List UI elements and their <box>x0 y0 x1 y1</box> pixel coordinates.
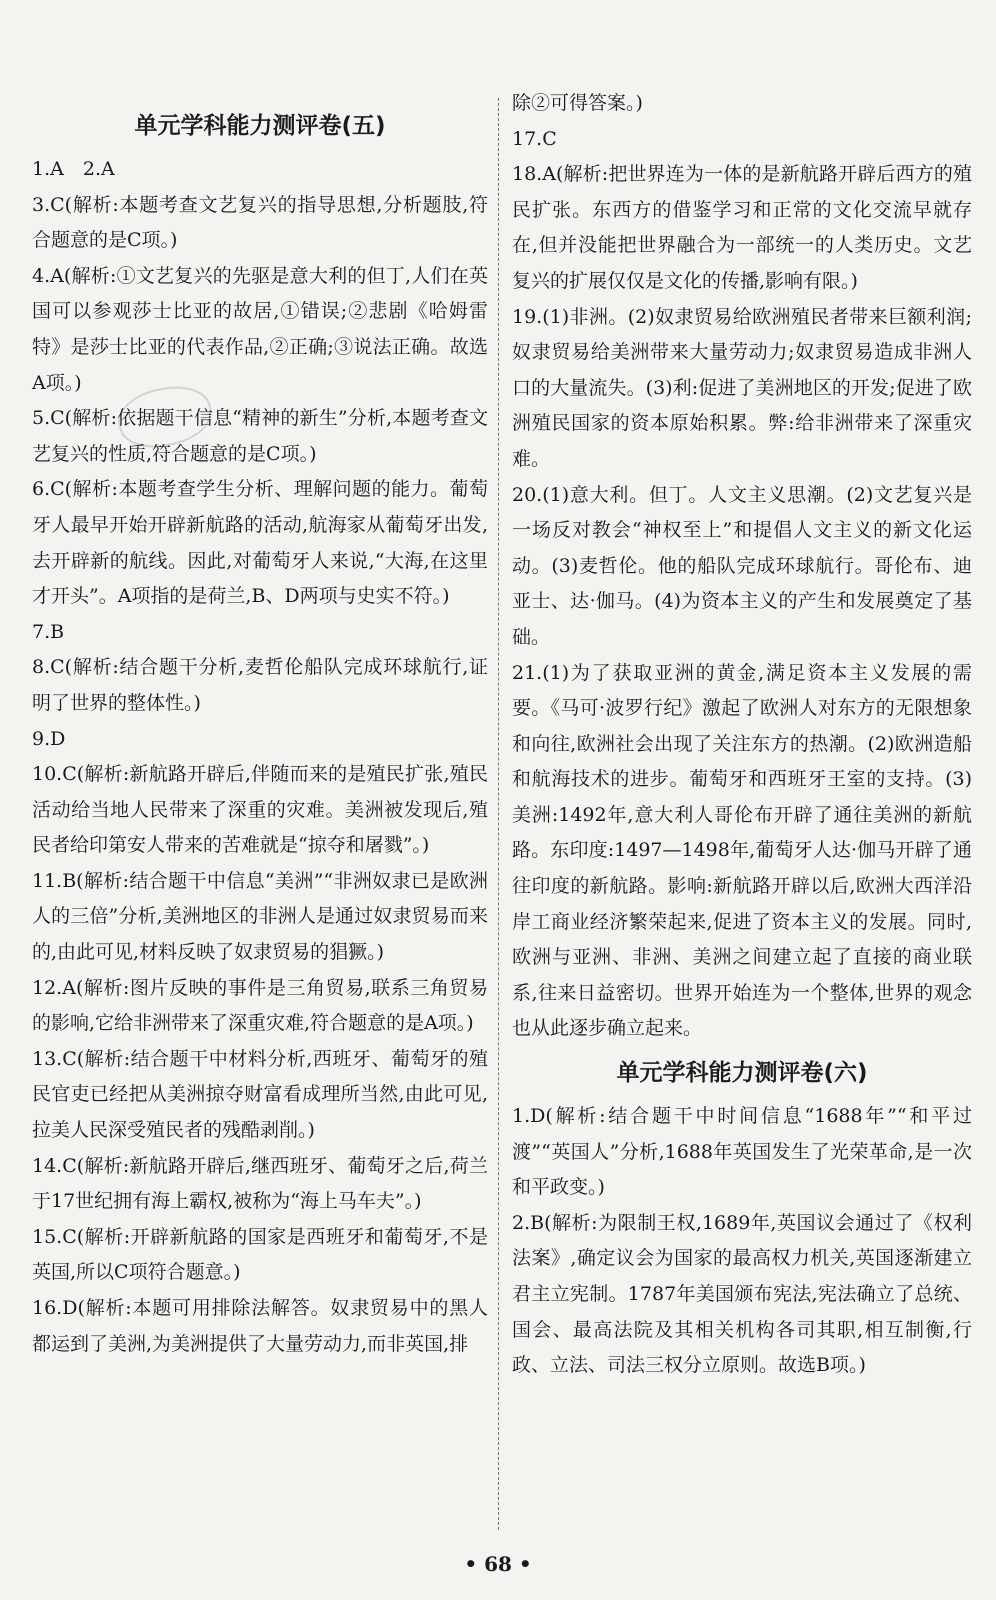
page-number: • 68 • <box>464 1552 532 1576</box>
answer-item: 12.A(解析:图片反映的事件是三角贸易,联系三角贸易的影响,它给非洲带来了深重灾难,符合题意的是A项。) <box>32 976 488 1035</box>
answer-item: 16.D(解析:本题可用排除法解答。奴隶贸易中的黑人都运到了美洲,为美洲提供了大量劳动力,而非英国,排 <box>32 1297 488 1355</box>
answer-item: 8.C(解析:结合题干分析,麦哲伦船队完成环球航行,证明了世界的整体性。) <box>32 656 488 714</box>
right-column <box>512 86 972 1384</box>
answer-item: 15.C(解析:开辟新航路的国家是西班牙和葡萄牙,不是英国,所以C项符合题意。) <box>32 1225 488 1284</box>
answer-item: 20.(1)意大利。但丁。人文主义思潮。(2)文艺复兴是一场反对教会“神权至上”和提倡人文主义的新文化运动。(3)麦哲伦。他的船队完成环球航行。哥伦布、迪亚士、达·伽马。(4)为资本主义的产生和发展奠定了基础。 <box>512 483 972 648</box>
answer-item: 9.D <box>32 727 66 750</box>
answer-item: 5.C(解析:依据题干信息“精神的新生”分析,本题考查文艺复兴的性质,符合题意的是C项。) <box>32 407 488 465</box>
answer-item: 除②可得答案。) <box>512 92 643 114</box>
section-title-5: 单元学科能力测评卷(五) <box>134 113 386 139</box>
answer-item: 4.A(解析:①文艺复兴的先驱是意大利的但丁,人们在英国可以参观莎士比亚的故居,①错误;②悲剧《哈姆雷特》是莎士比亚的代表作品,②正确;③说法正确。故选A项。) <box>32 264 488 394</box>
section-title-6: 单元学科能力测评卷(六) <box>616 1060 868 1087</box>
answer-item: 18.A(解析:把世界连为一体的是新航路开辟后西方的殖民扩张。东西方的借鉴学习和正常的文化交流早就存在,但并没能把世界融合为一部统一的人类历史。文艺复兴的扩展仅仅是文化的传播,影响有限。) <box>512 163 972 292</box>
answer-item: 3.C(解析:本题考查文艺复兴的指导思想,分析题肢,符合题意的是C项。) <box>32 193 488 252</box>
answer-item: 19.(1)非洲。(2)奴隶贸易给欧洲殖民者带来巨额利润;奴隶贸易给美洲带来大量劳动力;奴隶贸易造成非洲人口的大量流失。(3)利:促进了美洲地区的开发;促进了欧洲殖民国家的资本原始积累。弊:给非洲带来了深重灾难。 <box>512 305 972 470</box>
answer-item: 1.D(解析:结合题干中时间信息“1688年”“和平过渡”“英国人”分析,1688年英国发生了光荣革命,是一次和平政变。) <box>512 1105 972 1199</box>
answer-item: 6.C(解析:本题考查学生分析、理解问题的能力。葡萄牙人最早开始开辟新航路的活动,航海家从葡萄牙出发,去开辟新的航线。因此,对葡萄牙人来说,“大海,在这里才开头”。A项指的是荷兰,B、D两项与史实不符。) <box>32 478 488 608</box>
answer-item: 17.C <box>512 127 557 150</box>
left-column <box>32 100 488 1362</box>
answer-item: 21.(1)为了获取亚洲的黄金,满足资本主义发展的需要。《马可·波罗行纪》激起了欧洲人对东方的无限想象和向往,欧洲社会出现了关注东方的热潮。(2)欧洲造船和航海技术的进步。葡萄牙和西班牙王室的支持。(3)美洲:1492年,意大利人哥伦布开辟了通往美洲的新航路。东印度:1497—1498年,葡萄牙人达·伽马开辟了通往印度的新航路。影响:新航路开辟以后,欧洲大西洋沿岸工商业经济繁荣起来,促进了资本主义的发展。同时,欧洲与亚洲、非洲、美洲之间建立起了直接的商业联系,往来日益密切。世界开始连为一个整体,世界的观念也从此逐步确立起来。 <box>512 661 972 1040</box>
answer-item: 1.A 2.A <box>32 158 115 180</box>
column-divider <box>498 98 499 1530</box>
answer-item: 10.C(解析:新航路开辟后,伴随而来的是殖民扩张,殖民活动给当地人民带来了深重的灾难。美洲被发现后,殖民者给印第安人带来的苦难就是“掠夺和屠戮”。) <box>32 763 488 857</box>
answer-item: 13.C(解析:结合题干中材料分析,西班牙、葡萄牙的殖民官吏已经把从美洲掠夺财富看成理所当然,由此可见,拉美人民深受殖民者的残酷剥削。) <box>32 1047 488 1142</box>
answer-item: 7.B <box>32 620 65 643</box>
answer-item: 14.C(解析:新航路开辟后,继西班牙、葡萄牙之后,荷兰于17世纪拥有海上霸权,被称为“海上马车夫”。) <box>32 1154 488 1213</box>
answer-item: 11.B(解析:结合题干中信息“美洲”“非洲奴隶已是欧洲人的三倍”分析,美洲地区的非洲人是通过奴隶贸易而来的,由此可见,材料反映了奴隶贸易的猖獗。) <box>32 869 488 964</box>
answer-item: 2.B(解析:为限制王权,1689年,英国议会通过了《权利法案》,确定议会为国家的最高权力机关,英国逐渐建立君主立宪制。1787年美国颁布宪法,宪法确立了总统、国会、最高法院及其相关机构各司其职,相互制衡,行政、立法、司法三权分立原则。故选B项。) <box>512 1211 972 1377</box>
